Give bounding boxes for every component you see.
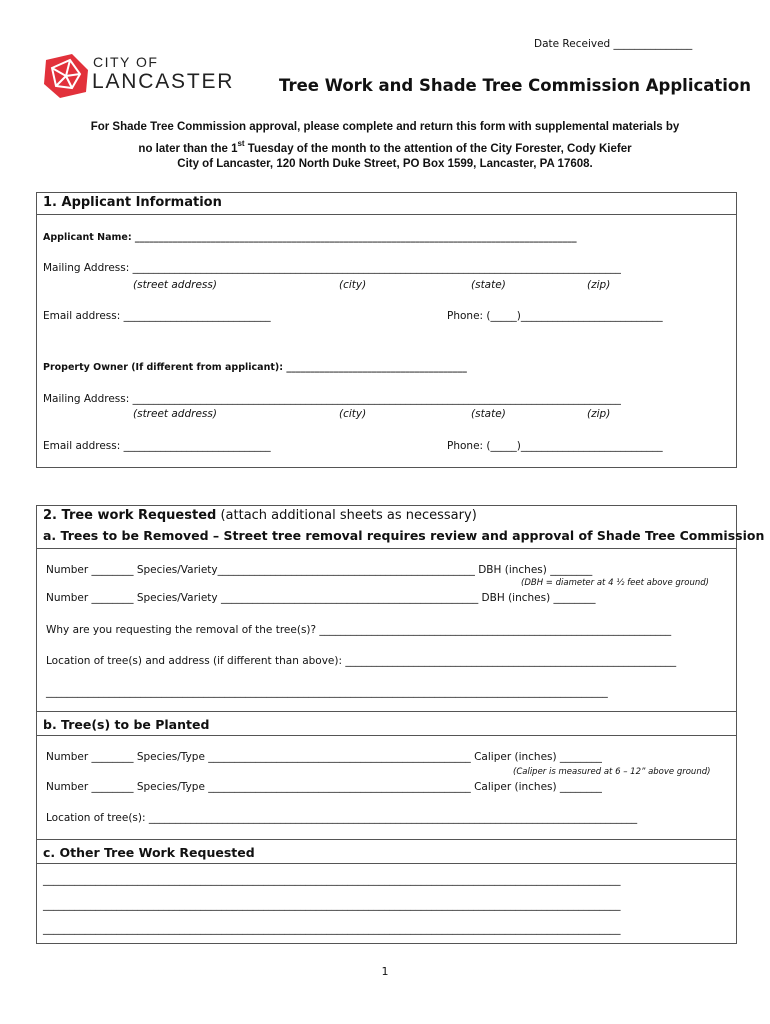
subsection-b-underline xyxy=(37,735,736,736)
subsection-c-divider xyxy=(37,839,736,840)
other-work-line-1[interactable]: ______________________________________________________________________________________________________________ xyxy=(43,874,621,886)
logo-lancaster-text: LANCASTER xyxy=(92,70,235,93)
planting-location-field[interactable]: Location of tree(s): _____________________________________________________________________________________________ xyxy=(46,812,638,824)
owner-zip-label: (zip) xyxy=(587,408,611,420)
state-label: (state) xyxy=(471,279,506,291)
email-address-field[interactable]: Email address: ____________________________ xyxy=(43,310,271,322)
subsection-b-divider xyxy=(37,711,736,712)
owner-email-field[interactable]: Email address: ____________________________ xyxy=(43,440,271,452)
owner-city-label: (city) xyxy=(339,408,367,420)
form-title: Tree Work and Shade Tree Commission Application xyxy=(279,76,752,95)
city-logo-icon xyxy=(42,54,90,98)
instructions-line3: City of Lancaster, 120 North Duke Street, PO Box 1599, Lancaster, PA 17608. xyxy=(177,158,593,170)
section-tree-work-requested xyxy=(36,505,765,944)
owner-state-label: (state) xyxy=(471,408,506,420)
city-label: (city) xyxy=(339,279,367,291)
owner-street-address-label: (street address) xyxy=(133,408,217,420)
section2-title-bold: 2. Tree work Requested xyxy=(43,508,217,523)
other-work-line-2[interactable]: ______________________________________________________________________________________________________________ xyxy=(43,899,621,911)
subsection-b-title: b. Tree(s) to be Planted xyxy=(43,717,210,732)
section2-title-note: (attach additional sheets as necessary) xyxy=(216,508,477,523)
section-applicant-information xyxy=(36,192,737,468)
mailing-address-field[interactable]: Mailing Address: _____________________________________________________________________________________________ xyxy=(43,262,621,274)
instructions-line2-b: Tuesday of the month to the attention of the City Forester, Cody Kiefer xyxy=(244,143,632,155)
instructions-line1: For Shade Tree Commission approval, please complete and return this form with supplemental materials by xyxy=(90,121,680,133)
removal-location-field[interactable]: Location of tree(s) and address (if different than above): _______________________________________________________________ xyxy=(46,655,677,667)
caliper-note: (Caliper is measured at 6 – 12” above ground) xyxy=(513,767,711,777)
other-work-line-3[interactable]: ______________________________________________________________________________________________________________ xyxy=(43,923,621,935)
planting-row-2[interactable]: Number ________ Species/Type __________________________________________________ Caliper (inches) ________ xyxy=(46,781,602,793)
section1-title: 1. Applicant Information xyxy=(43,195,222,210)
phone-field[interactable]: Phone: (_____)___________________________ xyxy=(447,310,663,322)
section2-header xyxy=(37,506,765,549)
logo-city-text: CITY OF xyxy=(93,54,159,70)
property-owner-field[interactable]: Property Owner (If different from applicant): ______________________________________ xyxy=(43,362,467,373)
section1-header xyxy=(37,193,736,215)
applicant-name-field[interactable]: Applicant Name: _____________________________________________________________________________________________ xyxy=(43,232,577,243)
removal-row-2[interactable]: Number ________ Species/Variety _________________________________________________ DBH (inches) ________ xyxy=(46,592,596,604)
removal-location-extra-line[interactable]: ___________________________________________________________________________________________________________ xyxy=(46,686,608,698)
instructions-line2-a: no later than the 1 xyxy=(138,143,238,155)
dbh-note: (DBH = diameter at 4 ½ feet above ground) xyxy=(521,578,709,588)
street-address-label: (street address) xyxy=(133,279,217,291)
subsection-c-title: c. Other Tree Work Requested xyxy=(43,845,255,860)
subsection-c-underline xyxy=(37,863,736,864)
page-number: 1 xyxy=(381,965,389,978)
planting-row-1[interactable]: Number ________ Species/Type __________________________________________________ Caliper (inches) ________ xyxy=(46,751,602,763)
owner-phone-field[interactable]: Phone: (_____)___________________________ xyxy=(447,440,663,452)
removal-row-1[interactable]: Number ________ Species/Variety_________________________________________________ DBH (inches) ________ xyxy=(46,564,593,576)
owner-mailing-address-field[interactable]: Mailing Address: _____________________________________________________________________________________________ xyxy=(43,393,621,405)
zip-label: (zip) xyxy=(587,279,611,291)
instructions-superscript: st xyxy=(237,139,245,148)
section2-title xyxy=(43,508,477,523)
subsection-a-title: a. Trees to be Removed – Street tree removal requires review and approval of Shade Tree Commission xyxy=(43,528,765,543)
removal-reason-field[interactable]: Why are you requesting the removal of the tree(s)? ___________________________________________________________________ xyxy=(46,624,672,636)
date-received: Date Received _______________ xyxy=(534,38,693,50)
instructions-line2 xyxy=(0,139,770,155)
